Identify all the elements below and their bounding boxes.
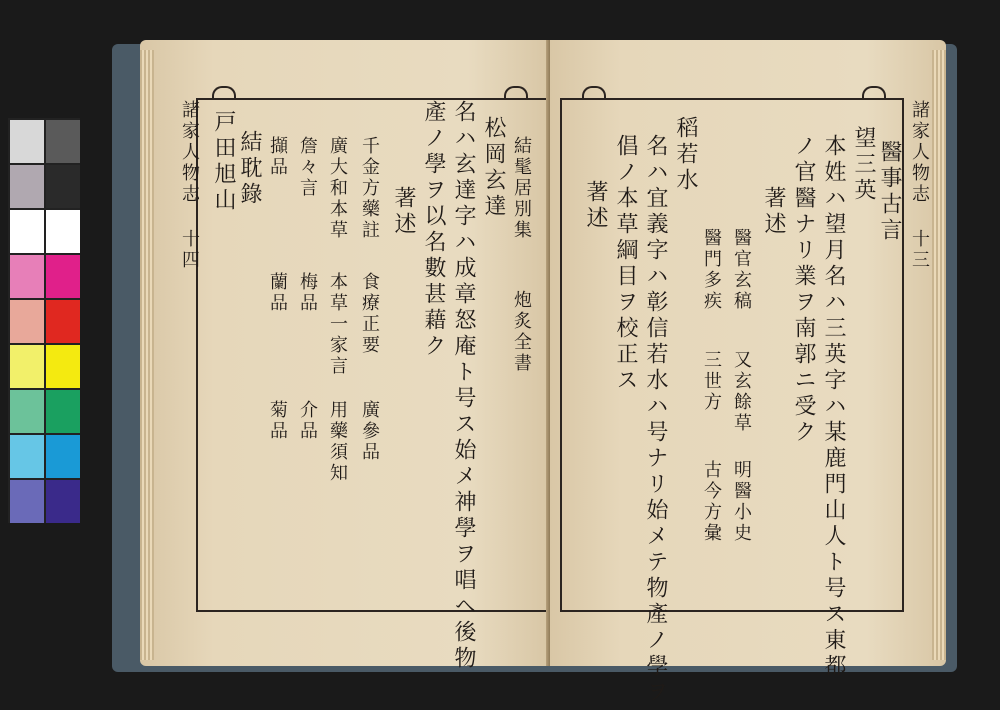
calibration-swatch xyxy=(10,300,44,343)
section-heading: 著述 xyxy=(583,180,608,232)
entry-name: 望三英 xyxy=(851,126,876,204)
running-head-left: 諸家人物志 十四 xyxy=(179,100,200,271)
open-book xyxy=(126,40,946,706)
frame-notch-icon xyxy=(504,86,528,100)
section-heading: 著述 xyxy=(761,186,786,238)
work-item: 用藥須知 xyxy=(327,400,348,484)
calibration-swatch xyxy=(10,435,44,478)
calibration-swatch xyxy=(46,255,80,298)
work-item: 廣參品 xyxy=(359,400,380,463)
works-title: 結耽錄 xyxy=(237,130,262,208)
work-item: 蘭品 xyxy=(267,272,288,314)
work-item: 醫官玄稿 xyxy=(731,228,752,312)
work-item: 明醫小史 xyxy=(731,460,752,544)
calibration-swatch xyxy=(10,165,44,208)
work-item: 結髦居別集 xyxy=(511,136,532,241)
running-head-right: 諸家人物志 十三 xyxy=(909,100,930,271)
calibration-swatch xyxy=(46,480,80,523)
work-item: 食療正要 xyxy=(359,272,380,356)
page-edge-left xyxy=(140,50,154,660)
page-edge-right xyxy=(932,50,946,660)
calibration-swatch xyxy=(10,255,44,298)
work-item: 詹々言 xyxy=(297,136,318,199)
calibration-swatch xyxy=(46,165,80,208)
calibration-swatch xyxy=(10,210,44,253)
calibration-swatch xyxy=(46,300,80,343)
section-heading: 著述 xyxy=(391,186,416,238)
bio-line: 名ハ宜義字ハ彰信若水ハ号ナリ始メテ物產ノ學ヲ xyxy=(643,134,668,706)
work-item: 梅品 xyxy=(297,272,318,314)
bio-line: 名ハ玄達字ハ成章怒庵ト号ス始メ神學ヲ唱ヘ後物 xyxy=(451,100,476,672)
work-item: 菊品 xyxy=(267,400,288,442)
calibration-swatch xyxy=(46,345,80,388)
work-item: 三世方 xyxy=(701,350,722,413)
work-item: 本草一家言 xyxy=(327,272,348,377)
calibration-swatch xyxy=(10,120,44,163)
frame-notch-icon xyxy=(582,86,606,100)
frame-notch-icon xyxy=(212,86,236,100)
work-item: 古今方彙 xyxy=(701,460,722,544)
work-item: 醫門多疾 xyxy=(701,228,722,312)
calibration-swatch xyxy=(10,390,44,433)
work-item: 擷品 xyxy=(267,136,288,178)
entry-name: 戸田旭山 xyxy=(211,110,236,214)
work-item: 炮炙全書 xyxy=(511,290,532,374)
color-calibration-strip xyxy=(8,118,80,523)
right-page xyxy=(550,40,946,706)
calibration-swatch xyxy=(46,390,80,433)
frame-notch-icon xyxy=(862,86,886,100)
entry-name: 稻若水 xyxy=(673,116,698,194)
bio-line: 倡ノ本草綱目ヲ校正ス xyxy=(613,134,638,394)
work-item: 介品 xyxy=(297,400,318,442)
section-title: 醫事古言 xyxy=(877,140,902,244)
left-page xyxy=(140,40,550,672)
calibration-swatch xyxy=(46,435,80,478)
bio-line: 產ノ學ヲ以名數甚藉ク xyxy=(421,100,446,360)
calibration-swatch xyxy=(46,210,80,253)
work-item: 廣大和本草 xyxy=(327,136,348,241)
calibration-swatch xyxy=(10,345,44,388)
calibration-swatch xyxy=(46,120,80,163)
calibration-swatch xyxy=(10,480,44,523)
work-item: 又玄餘草 xyxy=(731,350,752,434)
bio-line: 本姓ハ望月名ハ三英字ハ某鹿門山人ト号ス東都 xyxy=(821,134,846,680)
entry-name: 松岡玄達 xyxy=(481,116,506,220)
bio-line: ノ官醫ナリ業ヲ南郭ニ受ク xyxy=(791,134,816,446)
work-item: 千金方藥註 xyxy=(359,136,380,241)
